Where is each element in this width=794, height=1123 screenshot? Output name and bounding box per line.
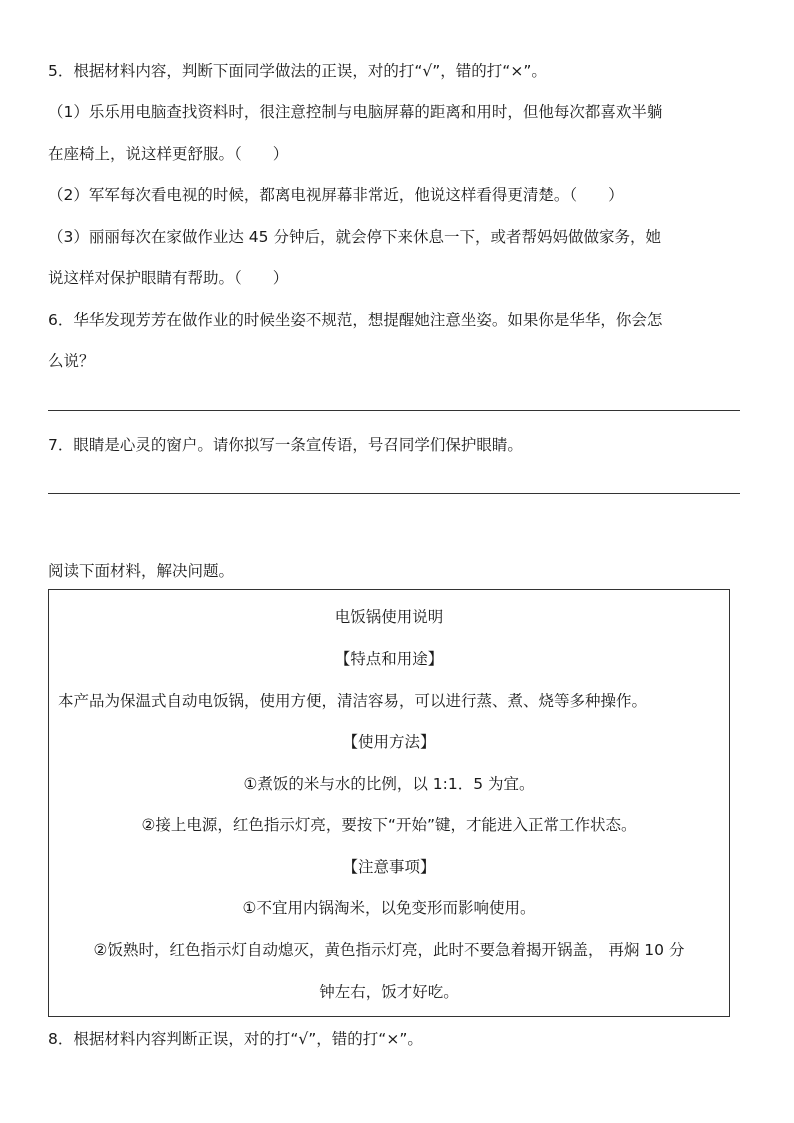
material-title: 电饭锅使用说明 bbox=[334, 608, 444, 626]
question-5-item-3-line-1: （3）丽丽每次在家做作业达 45 分钟后，就会停下来休息一下，或者帮妈妈做做家务，她 bbox=[48, 228, 661, 246]
reading-intro: 阅读下面材料，解决问题。 bbox=[48, 562, 235, 580]
usage-item-2: ②接上电源，红色指示灯亮，要按下“开始”键，才能进入正常工作状态。 bbox=[141, 816, 637, 834]
question-5-item-1-line-1: （1）乐乐用电脑查找资料时，很注意控制与电脑屏幕的距离和用时，但他每次都喜欢半躺 bbox=[48, 103, 663, 121]
question-5-stem: 5．根据材料内容，判断下面同学做法的正误，对的打“√”，错的打“×”。 bbox=[48, 62, 547, 80]
section-heading-features: 【特点和用途】 bbox=[334, 650, 444, 668]
question-5-item-3-line-2: 说这样对保护眼睛有帮助。（ ） bbox=[48, 269, 289, 287]
question-5-item-2: （2）军军每次看电视的时候，都离电视屏幕非常近，他说这样看得更清楚。（ ） bbox=[48, 186, 624, 204]
question-7-answer-line[interactable] bbox=[48, 493, 740, 494]
question-7-stem: 7．眼睛是心灵的窗户。请你拟写一条宣传语，号召同学们保护眼睛。 bbox=[48, 436, 523, 454]
section-heading-usage: 【使用方法】 bbox=[342, 733, 436, 751]
section-heading-notes: 【注意事项】 bbox=[342, 858, 436, 876]
features-text: 本产品为保温式自动电饭锅，使用方便，清洁容易，可以进行蒸、煮、烧等多种操作。 bbox=[58, 692, 648, 710]
question-6-answer-line[interactable] bbox=[48, 410, 740, 411]
question-6-line-2: 么说？ bbox=[48, 352, 95, 370]
notes-item-1: ①不宜用内锅淘米，以免变形而影响使用。 bbox=[242, 899, 536, 917]
question-6-line-1: 6．华华发现芳芳在做作业的时候坐姿不规范，想提醒她注意坐姿。如果你是华华，你会怎 bbox=[48, 311, 663, 329]
question-8-stem: 8．根据材料内容判断正误，对的打“√”，错的打“×”。 bbox=[48, 1030, 423, 1048]
question-5-item-1-line-2: 在座椅上，说这样更舒服。（ ） bbox=[48, 145, 289, 163]
usage-item-1: ①煮饭的米与水的比例，以 1:1．5 为宜。 bbox=[243, 775, 535, 793]
notes-item-2-line-2: 钟左右，饭才好吃。 bbox=[319, 983, 459, 1001]
notes-item-2-line-1: ②饭熟时，红色指示灯自动熄灭，黄色指示灯亮，此时不要急着揭开锅盖， 再焖 10 分 bbox=[93, 941, 685, 959]
